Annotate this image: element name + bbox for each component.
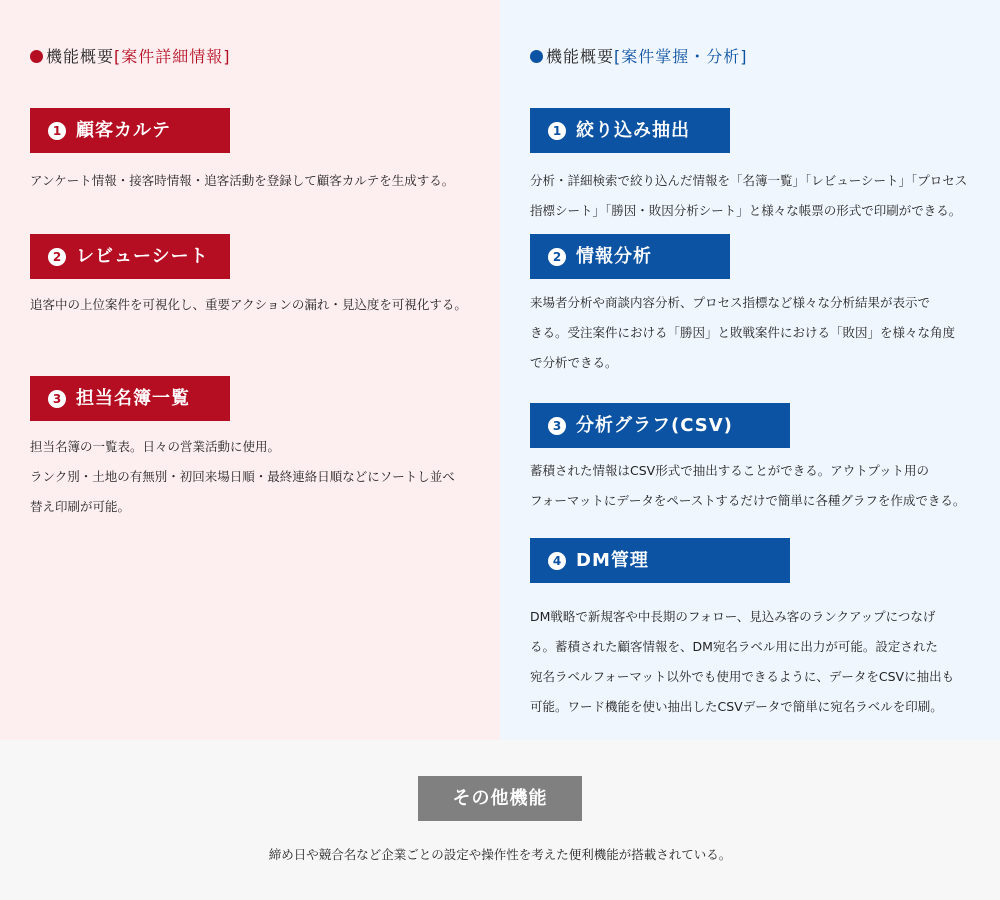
number-badge-icon: 2 (548, 248, 566, 266)
number-badge-icon: 4 (548, 552, 566, 570)
desc-line: 分析・詳細検索で絞り込んだ情報を「名簿一覧」「レビューシート」「プロセス (530, 173, 968, 188)
number-badge-icon: 1 (548, 122, 566, 140)
feature-title-text: 分析グラフ(CSV) (576, 415, 733, 436)
feature-desc-dm-management (530, 602, 975, 722)
right-section-header (530, 44, 748, 67)
feature-title-filter-extract (530, 108, 730, 153)
desc-line: 替え印刷が可能。 (30, 499, 131, 514)
feature-title-customer-chart (30, 108, 230, 153)
desc-line: 蓄積された情報はCSV形式で抽出することができる。アウトプット用の (530, 463, 929, 478)
right-header-prefix: 機能概要 (546, 47, 615, 66)
desc-line: 可能。ワード機能を使い抽出したCSVデータで簡単に宛名ラベルを印刷。 (530, 699, 943, 714)
feature-title-text: 顧客カルテ (76, 120, 171, 141)
feature-desc-customer-chart: アンケート情報・接客時情報・追客活動を登録して顧客カルテを生成する。 (30, 173, 455, 188)
bullet-dot-icon (530, 50, 543, 63)
feature-desc-review-sheet: 追客中の上位案件を可視化し、重要アクションの漏れ・見込度を可視化する。 (30, 297, 467, 312)
other-features-title: その他機能 (418, 776, 582, 821)
number-badge-icon: 3 (548, 417, 566, 435)
desc-line: で分析できる。 (530, 355, 618, 370)
desc-line: DM戦略で新規客や中長期のフォロー、見込み客のランクアップにつなげ (530, 609, 936, 624)
feature-title-text: DM管理 (576, 550, 649, 571)
feature-desc-filter-extract (530, 166, 975, 226)
left-column (0, 0, 500, 740)
feature-title-text: レビューシート (76, 246, 209, 267)
feature-desc-staff-list (30, 432, 475, 522)
feature-title-review-sheet (30, 234, 230, 279)
feature-desc-info-analysis (530, 288, 975, 378)
feature-title-text: 担当名簿一覧 (76, 388, 190, 409)
bullet-dot-icon (30, 50, 43, 63)
desc-line: 担当名簿の一覧表。日々の営業活動に使用。 (30, 439, 281, 454)
feature-title-staff-list (30, 376, 230, 421)
desc-line: ランク別・土地の有無別・初回来場日順・最終連絡日順などにソートし並べ (30, 469, 455, 484)
right-header-highlight: [案件掌握・分析] (614, 47, 748, 66)
other-features-desc: 締め日や競合名など企業ごとの設定や操作性を考えた便利機能が搭載されている。 (268, 847, 732, 862)
number-badge-icon: 3 (48, 390, 66, 408)
feature-title-analysis-graph (530, 403, 790, 448)
number-badge-icon: 2 (48, 248, 66, 266)
feature-title-dm-management (530, 538, 790, 583)
feature-title-text: 絞り込み抽出 (576, 120, 690, 141)
desc-line: る。蓄積された顧客情報を、DM宛名ラベル用に出力が可能。設定された (530, 639, 938, 654)
feature-desc-analysis-graph (530, 456, 975, 516)
desc-line: きる。受注案件における「勝因」と敗戦案件における「敗因」を様々な角度 (530, 325, 956, 340)
right-column (500, 0, 1000, 740)
left-header-prefix: 機能概要 (46, 47, 115, 66)
number-badge-icon: 1 (48, 122, 66, 140)
feature-title-info-analysis (530, 234, 730, 279)
left-section-header (30, 44, 231, 67)
desc-line: 宛名ラベルフォーマット以外でも使用できるように、データをCSVに抽出も (530, 669, 955, 684)
desc-line: 来場者分析や商談内容分析、プロセス指標など様々な分析結果が表示で (530, 295, 931, 310)
feature-title-text: 情報分析 (576, 246, 652, 267)
left-header-highlight: [案件詳細情報] (114, 47, 231, 66)
desc-line: 指標シート」「勝因・敗因分析シート」と様々な帳票の形式で印刷ができる。 (530, 203, 962, 218)
desc-line: フォーマットにデータをペーストするだけで簡単に各種グラフを作成できる。 (530, 493, 966, 508)
